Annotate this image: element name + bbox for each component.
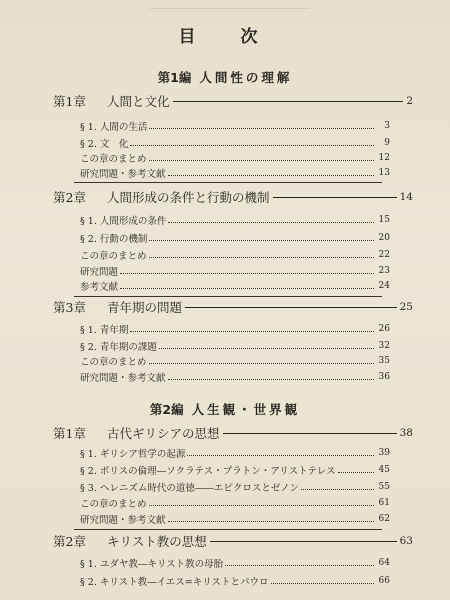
entry-title: § 3. ヘレニズム時代の道徳――エピクロスとゼノン <box>80 483 299 494</box>
part-title: 人生観・世界観 <box>191 402 301 417</box>
entry-page: 15 <box>378 215 390 225</box>
dot-leader <box>130 331 374 332</box>
leader-line <box>273 197 397 198</box>
chapter-row[interactable] <box>53 298 413 316</box>
part-number: 第2編 <box>149 402 184 417</box>
section-entry[interactable] <box>80 574 390 588</box>
dot-leader <box>168 175 374 176</box>
entry-title: § 2. ポリスの倫理―ソクラテス・プラトン・アリストテレス <box>80 466 336 477</box>
entry-page: 39 <box>378 448 390 458</box>
section-entry[interactable] <box>80 151 390 165</box>
entry-page: 55 <box>378 482 390 492</box>
entry-page: 64 <box>378 558 390 568</box>
section-entry[interactable] <box>80 322 390 336</box>
chapter-title: 古代ギリシアの思想 <box>107 426 220 441</box>
entry-title: この章のまとめ <box>80 357 147 368</box>
dot-leader <box>159 348 374 349</box>
dot-leader <box>149 128 374 129</box>
section-entry[interactable] <box>80 463 390 477</box>
entry-title: 研究問題・参考文献 <box>80 515 166 526</box>
entry-page: 3 <box>384 121 390 131</box>
entry-title: § 1. ギリシア哲学の起源 <box>80 449 186 460</box>
section-entry[interactable] <box>80 279 390 293</box>
section-entry[interactable] <box>80 166 390 180</box>
section-entry[interactable] <box>80 480 390 494</box>
entry-page: 32 <box>378 341 390 351</box>
chapter-page: 25 <box>399 301 413 313</box>
chapter-page: 63 <box>399 535 413 547</box>
entry-page: 13 <box>378 168 390 178</box>
chapter-row[interactable] <box>53 532 413 550</box>
entry-title: § 1. 青年期 <box>80 325 129 336</box>
chapter-page: 38 <box>399 427 413 439</box>
chapter-number: 第1章 <box>53 94 86 109</box>
entry-title: この章のまとめ <box>80 154 147 165</box>
leader-line <box>185 307 397 308</box>
entry-page: 24 <box>378 281 390 291</box>
chapter-page: 14 <box>399 191 413 203</box>
entry-title: § 2. 青年期の課題 <box>80 342 157 353</box>
section-entry[interactable] <box>80 213 390 227</box>
dot-leader <box>149 240 374 241</box>
leader-line <box>210 541 397 542</box>
section-entry[interactable] <box>80 136 390 150</box>
section-entry[interactable] <box>80 556 390 570</box>
dot-leader <box>271 583 374 584</box>
chapter-number: 第1章 <box>53 426 86 441</box>
chapter-page: 2 <box>406 95 413 107</box>
entry-title: § 2. キリスト教―イエス=キリストとパウロ <box>80 577 269 588</box>
chapter-number: 第3章 <box>53 300 86 315</box>
entry-title: 研究問題 <box>80 267 119 278</box>
chapter-title: 人間と文化 <box>107 94 170 109</box>
section-entry[interactable] <box>80 339 390 353</box>
entry-page: 26 <box>378 324 390 334</box>
entry-title: 研究問題・参考文献 <box>80 169 166 180</box>
section-entry[interactable] <box>80 496 390 510</box>
entry-title: 参考文献 <box>80 282 119 293</box>
entry-page: 22 <box>378 250 390 260</box>
toc-title: 目 次 <box>178 27 272 47</box>
entry-title: § 2. 文 化 <box>80 139 129 150</box>
section-entry[interactable] <box>80 354 390 368</box>
chapter-title: キリスト教の思想 <box>107 534 207 549</box>
divider <box>74 529 382 530</box>
leader-line <box>173 101 404 102</box>
part-heading <box>0 400 450 418</box>
entry-title: § 1. ユダヤ教―キリスト教の母胎 <box>80 559 224 570</box>
chapter-title: 青年期の問題 <box>107 300 183 315</box>
part-heading <box>0 68 450 86</box>
entry-page: 9 <box>384 138 390 148</box>
chapter-row[interactable] <box>53 424 413 442</box>
entry-page: 12 <box>378 153 390 163</box>
chapter-title: 人間形成の条件と行動の機制 <box>107 190 270 205</box>
dot-leader <box>149 257 374 258</box>
entry-title: § 1. 人間形成の条件 <box>80 216 167 227</box>
chapter-row[interactable] <box>53 188 413 206</box>
entry-title: § 1. 人間の生活 <box>80 122 148 133</box>
leader-line <box>223 433 397 434</box>
entry-title: § 2. 行動の機制 <box>80 234 148 245</box>
dot-leader <box>149 505 374 506</box>
section-entry[interactable] <box>80 446 390 460</box>
section-entry[interactable] <box>80 248 390 262</box>
entry-title: 研究問題・参考文献 <box>80 373 166 384</box>
dot-leader <box>149 363 374 364</box>
dot-leader <box>120 288 374 289</box>
dot-leader <box>187 455 374 456</box>
section-entry[interactable] <box>80 264 390 278</box>
dot-leader <box>168 379 374 380</box>
entry-page: 23 <box>378 266 390 276</box>
entry-title: この章のまとめ <box>80 251 147 262</box>
section-entry[interactable] <box>80 512 390 526</box>
dot-leader <box>120 273 374 274</box>
dot-leader <box>149 160 374 161</box>
section-entry[interactable] <box>80 231 390 245</box>
dot-leader <box>338 472 374 473</box>
dot-leader <box>301 489 374 490</box>
dot-leader <box>168 222 374 223</box>
part-number: 第1編 <box>157 70 192 85</box>
entry-page: 66 <box>378 576 390 586</box>
section-entry[interactable] <box>80 119 390 133</box>
dot-leader <box>225 565 374 566</box>
entry-page: 36 <box>378 372 390 382</box>
dot-leader <box>168 521 374 522</box>
dot-leader <box>130 145 374 146</box>
chapter-row[interactable] <box>53 92 413 110</box>
entry-page: 35 <box>378 356 390 366</box>
part-title: 人間性の理解 <box>199 70 293 85</box>
bleed-through <box>150 8 310 19</box>
entry-page: 20 <box>378 233 390 243</box>
chapter-number: 第2章 <box>53 534 86 549</box>
chapter-number: 第2章 <box>53 190 86 205</box>
entry-page: 62 <box>378 514 390 524</box>
divider <box>74 182 382 183</box>
entry-page: 61 <box>378 498 390 508</box>
divider <box>74 296 382 297</box>
entry-title: この章のまとめ <box>80 499 147 510</box>
section-entry[interactable] <box>80 370 390 384</box>
entry-page: 45 <box>378 465 390 475</box>
